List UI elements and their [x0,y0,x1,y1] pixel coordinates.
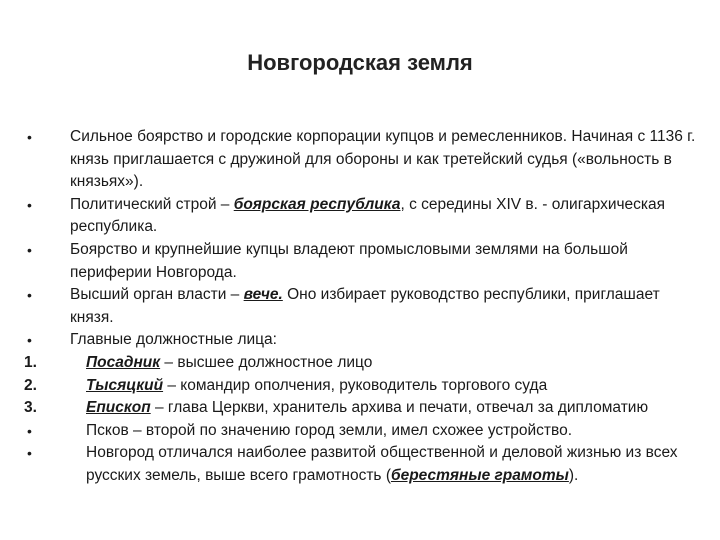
item-text: Политический строй – [70,195,234,213]
emphasis-term: Посадник [86,353,161,371]
bullet-marker: • [27,287,32,304]
list-item [24,194,704,239]
number-marker: 2. [24,376,37,394]
item-text: Высший орган власти – [70,286,244,304]
item-text: Оно избирает руководство республики, приглашает князя. [70,286,660,326]
item-text: Новгород отличался наиболее развитой общественной и деловой жизнью из всех русских земель, выше всего грамотность ( [86,444,678,484]
bullet-marker: • [27,129,32,145]
bullet-marker: • [27,445,32,462]
bullet-marker: • [27,241,32,258]
list-item [24,239,704,284]
item-text: ). [568,466,579,484]
emphasis-term: Епископ [86,399,151,417]
item-text: – глава Церкви, хранитель архива и печати, отвечал за дипломатию [150,399,649,417]
bullet-marker: • [27,196,32,213]
list-item [24,420,704,443]
item-text: – командир ополчения, руководитель торгового суда [163,376,548,394]
numbered-item [24,397,704,420]
emphasis-term: берестяные грамоты [390,466,569,484]
list-item [24,329,704,352]
item-text: Главные должностные лица: [70,331,277,349]
item-text: Сильное боярство и городские корпорации купцов и ремесленников. Начиная с 1136 г. князь приглашается с дружиной для обороны и как третейский судья («вольность в князьях»). [70,128,696,191]
slide-title: Новгородская земля [247,50,473,75]
emphasis-term: боярская республика [233,195,401,213]
list-item [24,442,704,487]
item-text: Псков – второй по значению город земли, имел схожее устройство. [86,421,573,439]
number-marker: 3. [24,399,37,417]
emphasis-term: Тысяцкий [86,376,164,394]
list-item [24,284,704,329]
number-marker: 1. [24,353,37,371]
numbered-item [24,375,704,398]
numbered-item [24,352,704,375]
list-item [24,126,704,194]
emphasis-term: вече. [243,286,283,304]
content-list [24,126,704,488]
bullet-marker: • [27,422,32,439]
item-text: , с середины XIV в. - олигархическая республика. [70,195,666,236]
item-text: – высшее должностное лицо [160,353,373,371]
bullet-marker: • [27,332,32,349]
item-text: Боярство и крупнейшие купцы владеют промысловыми землями на большой периферии Новгорода. [70,240,628,281]
